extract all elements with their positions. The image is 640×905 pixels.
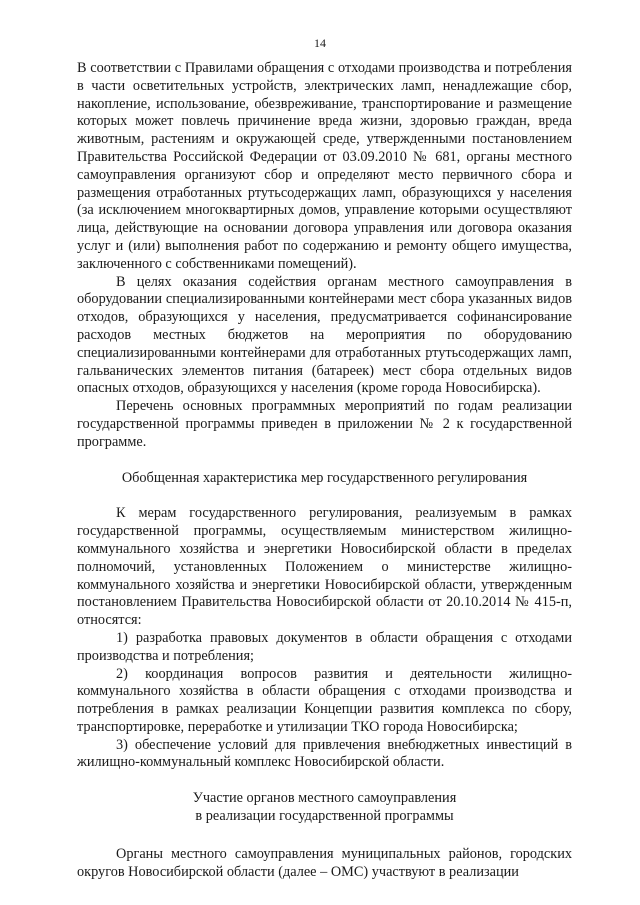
spacer bbox=[77, 826, 572, 846]
list-item-investments: 3) обеспечение условий для привлечения внебюджетных инвестиций в жилищно-коммунальный комплекс Новосибирской области. bbox=[77, 736, 572, 771]
list-item-coordination: 2) координация вопросов развития и деятельности жилищно-коммунального хозяйства в области обращения с отходами производства и потребления в рамках реализации Концепции развития комплекса по сбору, транспортировке, переработке и утилизации ТКО города Новосибирска; bbox=[77, 665, 572, 735]
paragraph-regulation-measures: К мерам государственного регулирования, реализуемым в рамках государственной программы, осуществляемым министерством жилищно-коммунального хозяйства и энергетики Новосибирской области в пределах полномочий, установленных Положением о министерстве жилищно-коммунального хозяйства и энергетики Новосибирской области, утвержденным постановлением Правительства Новосибирской области от 20.10.2014 № 415-п, относятся: bbox=[77, 505, 572, 629]
section-heading-local-government-line1: Участие органов местного самоуправления bbox=[192, 790, 457, 807]
body-text bbox=[77, 60, 572, 881]
section-heading-local-government-line2: в реализации государственной программы bbox=[195, 808, 454, 825]
section-heading-regulation: Обобщенная характеристика мер государственного регулирования bbox=[121, 469, 528, 486]
spacer bbox=[77, 772, 572, 790]
spacer bbox=[77, 487, 572, 505]
paragraph-oms-participation: Органы местного самоуправления муниципальных районов, городских округов Новосибирской области (далее – ОМС) участвуют в реализации bbox=[77, 845, 572, 880]
paragraph-mercury-lamps-rules: В соответствии с Правилами обращения с отходами производства и потребления в части осветительных устройств, электрических ламп, ненадлежащие сбор, накопление, использование, обезвреживание, транспортирование и размещение которых может повлечь причинение вреда жизни, здоровью граждан, вреда животным, растениям и окружающей среде, утвержденными постановлением Правительства Российской Федерации от 03.09.2010 № 681, органы местного самоуправления организуют сбор и определяют место первичного сбора и размещения отработанных ртутьсодержащих ламп, образующихся у населения (за исключением многоквартирных домов, управление которыми осуществляют лица, действующие на основании договора управления или договора оказания услуг и (или) выполнения работ по содержанию и ремонту общего имущества, заключенного с собственниками помещений). bbox=[77, 60, 572, 272]
paragraph-program-measures-list: Перечень основных программных мероприятий по годам реализации государственной программы приведен в приложении № 2 к государственной программе. bbox=[77, 398, 572, 450]
page-number: 14 bbox=[314, 36, 326, 50]
paragraph-container-cofinancing: В целях оказания содействия органам местного самоуправления в оборудовании специализированными контейнерами мест сбора указанных видов отходов, образующихся у населения, предусматривается софинансирование расходов местных бюджетов на мероприятия по оборудованию специализированными контейнерами для отработанных ртутьсодержащих ламп, гальванических элементов питания (батареек) мест сбора отдельных видов опасных отходов, образующихся у населения (кроме города Новосибирска). bbox=[77, 273, 572, 397]
spacer bbox=[77, 452, 572, 470]
list-item-legal-documents: 1) разработка правовых документов в области обращения с отходами производства и потребления; bbox=[77, 629, 572, 664]
